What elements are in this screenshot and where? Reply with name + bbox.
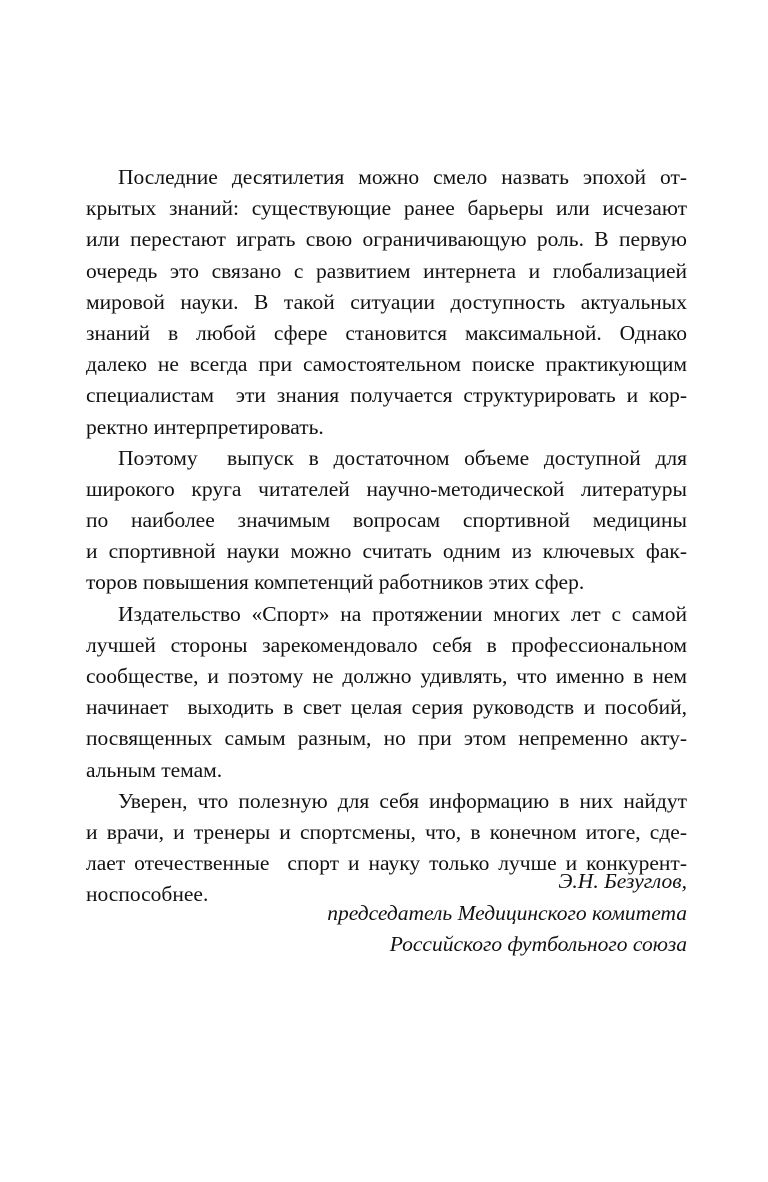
- signature-title-line-1: председатель Медицинского комитета: [327, 900, 687, 925]
- text-line: и спортивной науки можно считать одним из ключевых фак-: [86, 539, 687, 564]
- text-line: лает отечественные спорт и науку только лучше и конкурент-: [86, 851, 687, 876]
- text-line: по наиболее значимым вопросам спортивной медицины: [86, 508, 687, 533]
- text-line: лучшей стороны зарекомендовало себя в профессиональном: [86, 632, 687, 657]
- text-line: посвященных самым разным, но при этом непременно акту-: [86, 726, 687, 751]
- text-line: начинает выходить в свет целая серия руководств и пособий,: [86, 695, 687, 720]
- main-text: [86, 162, 687, 911]
- text-line: альным темам.: [86, 757, 223, 782]
- text-line: торов повышения компетенций работников этих сфер.: [86, 570, 585, 595]
- text-line: Издательство «Спорт» на протяжении многих лет с самой: [118, 601, 687, 626]
- signature-block: [86, 866, 687, 961]
- signature-title-line-2: Российского футбольного союза: [389, 932, 687, 956]
- text-line: очередь это связано с развитием интернета и глобализацией: [86, 258, 687, 283]
- text-line: широкого круга читателей научно-методической литературы: [86, 476, 687, 501]
- text-line: и врачи, и тренеры и спортсмены, что, в конечном итоге, сде-: [86, 819, 687, 844]
- text-line: носпособнее.: [86, 882, 209, 907]
- text-line: крытых знаний: существующие ранее барьеры или исчезают: [86, 196, 687, 221]
- text-line: Уверен, что полезную для себя информацию в них найдут: [118, 788, 687, 813]
- text-line: или перестают играть свою ограничивающую роль. В первую: [86, 227, 687, 252]
- text-line: знаний в любой сфере становится максимальной. Однако: [86, 320, 687, 345]
- paragraph-3: [86, 599, 687, 786]
- paragraph-1: [86, 162, 687, 443]
- signature-name: Э.Н. Безуглов,: [558, 869, 687, 893]
- text-line: ректно интерпретировать.: [86, 414, 324, 439]
- text-line: специалистам эти знания получается структурировать и кор-: [86, 383, 687, 408]
- text-line: далеко не всегда при самостоятельном поиске практикующим: [86, 352, 687, 377]
- text-line: сообществе, и поэтому не должно удивлять, что именно в нем: [86, 664, 687, 688]
- paragraph-2: [86, 443, 687, 599]
- text-line: Поэтому выпуск в достаточном объеме доступной для: [118, 445, 687, 470]
- text-line: мировой науки. В такой ситуации доступность актуальных: [86, 289, 687, 314]
- text-line: Последние десятилетия можно смело назвать эпохой от-: [118, 165, 687, 189]
